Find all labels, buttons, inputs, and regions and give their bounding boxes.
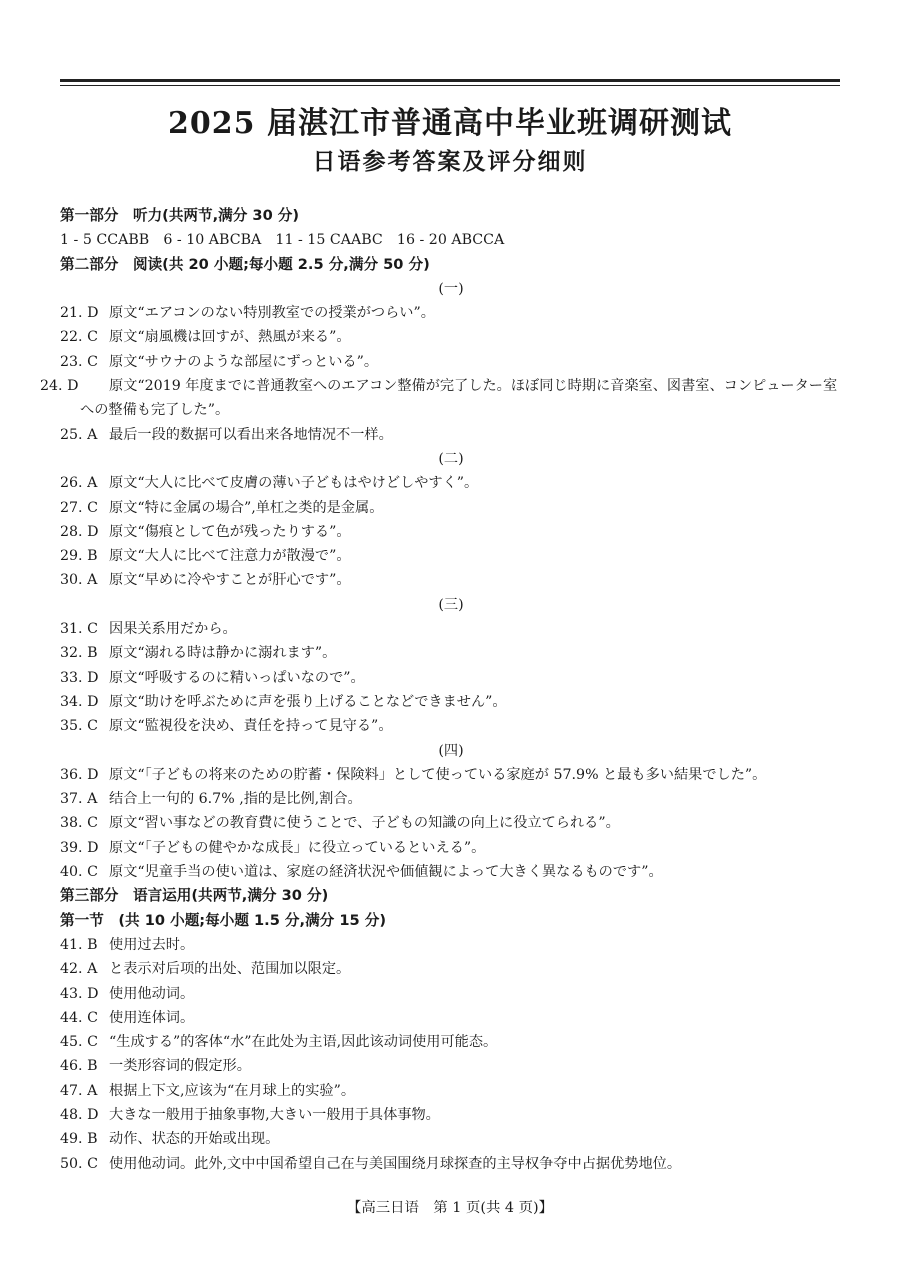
answer-number: 41. B bbox=[60, 936, 98, 953]
answer-number: 24. D bbox=[40, 378, 79, 395]
answer-number: 49. B bbox=[60, 1131, 98, 1148]
part3-section-heading: 第一节 (共 10 小题;每小题 1.5 分,满分 15 分) bbox=[60, 911, 386, 929]
answer-explanation: 一类形容词的假定形。 bbox=[109, 1058, 251, 1075]
answer-number: 50. C bbox=[60, 1155, 98, 1172]
answer-explanation: 大きな一般用于抽象事物,大きい一般用于具体事物。 bbox=[109, 1106, 440, 1123]
answer-explanation: 结合上一句的 6.7% ,指的是比例,割合。 bbox=[109, 791, 362, 808]
answer-explanation: と表示对后项的出处、范围加以限定。 bbox=[109, 961, 351, 978]
answer-item bbox=[60, 1127, 842, 1151]
page-title: 2025 届湛江市普通高中毕业班调研测试 bbox=[168, 106, 732, 141]
top-rule-thick bbox=[60, 79, 840, 82]
answer-item bbox=[60, 471, 842, 495]
answer-number: 48. D bbox=[60, 1106, 99, 1123]
answer-item bbox=[60, 325, 842, 349]
answer-explanation: 原文“エアコンのない特別教室での授業がつらい”。 bbox=[109, 305, 435, 322]
answer-number: 25. A bbox=[60, 426, 98, 443]
answer-item bbox=[60, 933, 842, 957]
answer-explanation: 原文“早めに冷やすことが肝心です”。 bbox=[109, 572, 351, 589]
answer-content bbox=[40, 204, 842, 1176]
answer-explanation: 原文“習い事などの教育費に使うことで、子どもの知識の向上に役立てられる”。 bbox=[109, 815, 620, 832]
answer-number: 32. B bbox=[60, 645, 98, 662]
answer-item bbox=[60, 860, 842, 884]
answer-number: 31. C bbox=[60, 621, 98, 638]
answer-item bbox=[60, 301, 842, 325]
answer-explanation: 使用他动词。此外,文中中国希望自己在与美国围绕月球探查的主导权争夺中占据优势地位。 bbox=[109, 1155, 682, 1172]
answer-explanation: 原文“「子どもの健やかな成長」に役立っているといえる”。 bbox=[109, 839, 486, 856]
answer-item bbox=[60, 544, 842, 568]
answer-number: 23. C bbox=[60, 353, 98, 370]
part3-heading: 第三部分 语言运用(共两节,满分 30 分) bbox=[60, 887, 329, 905]
answer-item bbox=[60, 1030, 842, 1054]
answer-explanation: 原文“大人に比べて皮膚の薄い子どもはやけどしやすく”。 bbox=[109, 475, 479, 492]
answer-item bbox=[60, 423, 842, 447]
section-label: (一) bbox=[438, 280, 464, 297]
answer-number: 22. C bbox=[60, 329, 98, 346]
answer-number: 38. C bbox=[60, 815, 98, 832]
answer-item bbox=[60, 1152, 842, 1176]
answer-item bbox=[60, 641, 842, 665]
answer-item bbox=[60, 1079, 842, 1103]
answer-number: 46. B bbox=[60, 1058, 98, 1075]
answer-number: 26. A bbox=[60, 475, 98, 492]
answer-number: 37. A bbox=[60, 791, 98, 808]
section-label: (四) bbox=[438, 742, 464, 759]
answer-item bbox=[60, 350, 842, 374]
answer-item bbox=[60, 1054, 842, 1078]
answer-item bbox=[40, 374, 842, 423]
answer-number: 34. D bbox=[60, 693, 99, 710]
section-label: (三) bbox=[438, 596, 464, 613]
answer-explanation: “生成する”的客体“水”在此处为主语,因此该动词使用可能态。 bbox=[109, 1034, 498, 1051]
answer-number: 45. C bbox=[60, 1034, 98, 1051]
part1-answers: 1 - 5 CCABB 6 - 10 ABCBA 11 - 15 CAABC 16 - 20 ABCCA bbox=[60, 232, 505, 249]
answer-item bbox=[60, 714, 842, 738]
part1-heading: 第一部分 听力(共两节,满分 30 分) bbox=[60, 207, 300, 224]
answer-explanation: 原文“「子どもの将来のための貯蓄・保険料」として使っている家庭が 57.9% と最も多い結果でした”。 bbox=[109, 766, 767, 783]
answer-item bbox=[60, 787, 842, 811]
answer-item bbox=[60, 496, 842, 520]
top-rule-thin bbox=[60, 85, 840, 86]
answer-item bbox=[60, 1103, 842, 1127]
answer-item bbox=[60, 617, 842, 641]
answer-explanation: 因果关系用だから。 bbox=[109, 621, 237, 638]
answer-explanation: 使用连体词。 bbox=[109, 1009, 195, 1026]
answer-item bbox=[60, 568, 842, 592]
answer-explanation: 原文“扇風機は回すが、熱風が来る”。 bbox=[109, 329, 351, 346]
answer-explanation: 原文“2019 年度までに普通教室へのエアコン整備が完了した。ほぼ同じ時期に音楽室、図書室、コンピューター室への整備も完了した”。 bbox=[80, 378, 838, 419]
answer-number: 21. D bbox=[60, 305, 99, 322]
answer-explanation: 原文“サウナのような部屋にずっといる”。 bbox=[109, 353, 379, 370]
part2-heading: 第二部分 阅读(共 20 小题;每小题 2.5 分,满分 50 分) bbox=[60, 255, 430, 273]
answer-item bbox=[60, 982, 842, 1006]
answer-number: 29. B bbox=[60, 548, 98, 565]
answer-number: 47. A bbox=[60, 1082, 98, 1099]
section-label: (二) bbox=[438, 450, 464, 467]
answer-item bbox=[60, 763, 842, 787]
answer-number: 30. A bbox=[60, 572, 98, 589]
answer-explanation: 原文“特に金属の場合”,单杠之类的是金属。 bbox=[109, 499, 384, 516]
answer-explanation: 原文“溺れる時は静かに溺れます”。 bbox=[109, 645, 337, 662]
answer-number: 40. C bbox=[60, 864, 98, 881]
answer-number: 28. D bbox=[60, 523, 99, 540]
answer-explanation: 原文“監視役を決め、責任を持って見守る”。 bbox=[109, 718, 393, 735]
answer-explanation: 动作、状态的开始或出现。 bbox=[109, 1131, 280, 1148]
answer-explanation: 原文“助けを呼ぶために声を張り上げることなどできません”。 bbox=[109, 693, 507, 710]
answer-number: 39. D bbox=[60, 839, 99, 856]
answer-item bbox=[60, 957, 842, 981]
answer-item bbox=[60, 811, 842, 835]
page-subtitle: 日语参考答案及评分细则 bbox=[312, 149, 588, 175]
answer-explanation: 最后一段的数据可以看出来各地情况不一样。 bbox=[109, 426, 393, 443]
answer-item bbox=[60, 836, 842, 860]
answer-explanation: 根据上下文,应该为“在月球上的实验”。 bbox=[109, 1082, 356, 1099]
page-footer: 【高三日语 第 1 页(共 4 页)】 bbox=[346, 1200, 554, 1216]
answer-number: 33. D bbox=[60, 669, 99, 686]
answer-number: 27. C bbox=[60, 499, 98, 516]
answer-item bbox=[60, 520, 842, 544]
answer-explanation: 原文“児童手当の使い道は、家庭の経済状況や価値観によって大きく異なるものです”。 bbox=[109, 864, 663, 881]
answer-number: 43. D bbox=[60, 985, 99, 1002]
answer-explanation: 使用过去时。 bbox=[109, 936, 195, 953]
answer-item bbox=[60, 690, 842, 714]
answer-item bbox=[60, 1006, 842, 1030]
answer-number: 44. C bbox=[60, 1009, 98, 1026]
answer-explanation: 原文“傷痕として色が残ったりする”。 bbox=[109, 523, 351, 540]
answer-explanation: 原文“呼吸するのに精いっぱいなので”。 bbox=[109, 669, 365, 686]
answer-number: 35. C bbox=[60, 718, 98, 735]
answer-explanation: 原文“大人に比べて注意力が散漫で”。 bbox=[109, 548, 351, 565]
answer-number: 42. A bbox=[60, 961, 98, 978]
answer-number: 36. D bbox=[60, 766, 99, 783]
answer-item bbox=[60, 666, 842, 690]
answer-explanation: 使用他动词。 bbox=[109, 985, 195, 1002]
